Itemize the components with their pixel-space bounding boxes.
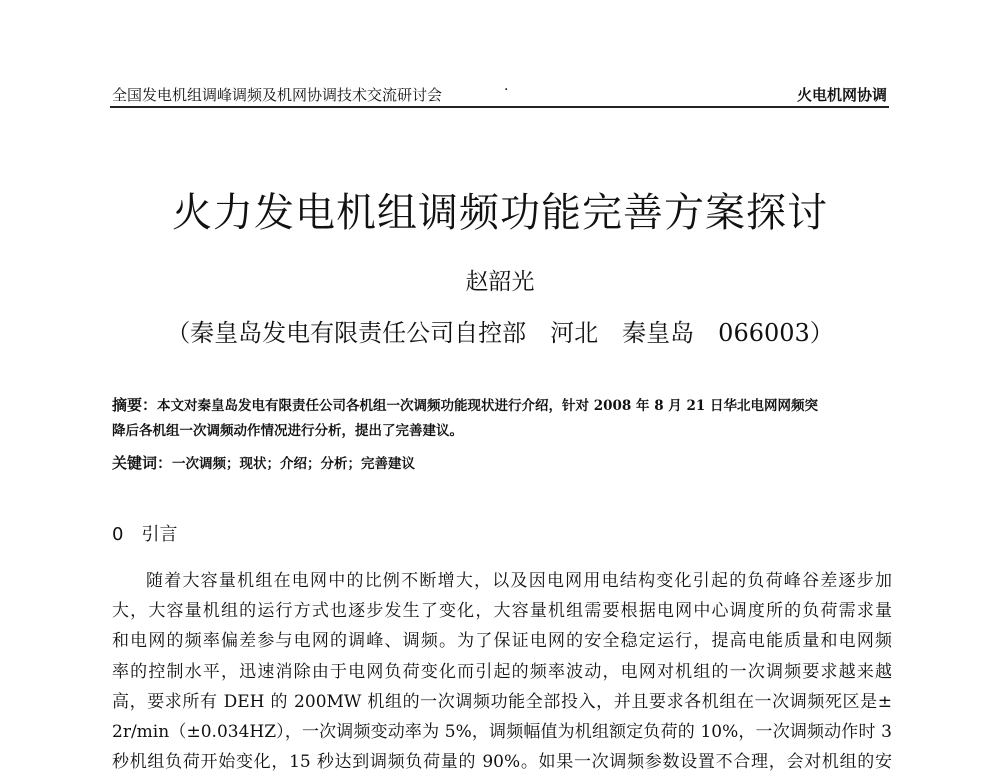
running-header bbox=[110, 84, 889, 108]
header-dot: · bbox=[504, 82, 509, 98]
section-category: 火电机网协调 bbox=[796, 86, 887, 104]
body-line: 和电网的频率偏差参与电网的调峰、调频。为了保证电网的安全稳定运行，提高电能质量和电网频 bbox=[112, 631, 892, 652]
body-line: 大，大容量机组的运行方式也逐步发生了变化，大容量机组需要根据电网中心调度所的负荷需求量 bbox=[112, 601, 892, 622]
body-paragraph bbox=[112, 566, 892, 777]
author-name: 赵韶光 bbox=[465, 269, 535, 295]
body-line: 率的控制水平，迅速消除由于电网负荷变化而引起的频率波动，电网对机组的一次调频要求越来越 bbox=[112, 661, 892, 682]
abstract-line: 降后各机组一次调频动作情况进行分析，提出了完善建议。 bbox=[112, 423, 463, 439]
section-heading bbox=[112, 520, 177, 546]
body-line: 2r/min（±0.034HZ），一次调频变动率为 5%，调频幅值为机组额定负荷的 10%，一次调频动作时 3 bbox=[112, 722, 892, 743]
paper-title: 火力发电机组调频功能完善方案探讨 bbox=[172, 190, 828, 236]
keywords bbox=[112, 452, 892, 473]
section-number: 0 bbox=[112, 524, 124, 545]
body-line: 秒机组负荷开始变化，15 秒达到调频负荷量的 90%。如果一次调频参数设置不合理，会对机组的安 bbox=[112, 752, 892, 773]
section-title: 引言 bbox=[141, 524, 178, 545]
author-affiliation: （秦皇岛发电有限责任公司自控部 河北 秦皇岛 066003） bbox=[166, 319, 834, 347]
keywords-text: 一次调频；现状；介绍；分析；完善建议 bbox=[172, 456, 416, 472]
abstract-line: 摘要：本文对秦皇岛发电有限责任公司各机组一次调频功能现状进行介绍，针对 2008 年 8 月 21 日华北电网网频突 bbox=[112, 396, 818, 414]
abstract-label: 摘要： bbox=[112, 396, 158, 414]
body-line: 随着大容量机组在电网中的比例不断增大，以及因电网用电结构变化引起的负荷峰谷差逐步加 bbox=[146, 571, 892, 591]
keywords-label: 关键词： bbox=[112, 454, 173, 472]
conference-name: 全国发电机组调峰调频及机网协调技术交流研讨会 bbox=[112, 86, 443, 104]
body-line: 高，要求所有 DEH 的 200MW 机组的一次调频功能全部投入，并且要求各机组在一次调频死区是± bbox=[112, 691, 892, 712]
abstract bbox=[112, 393, 892, 444]
